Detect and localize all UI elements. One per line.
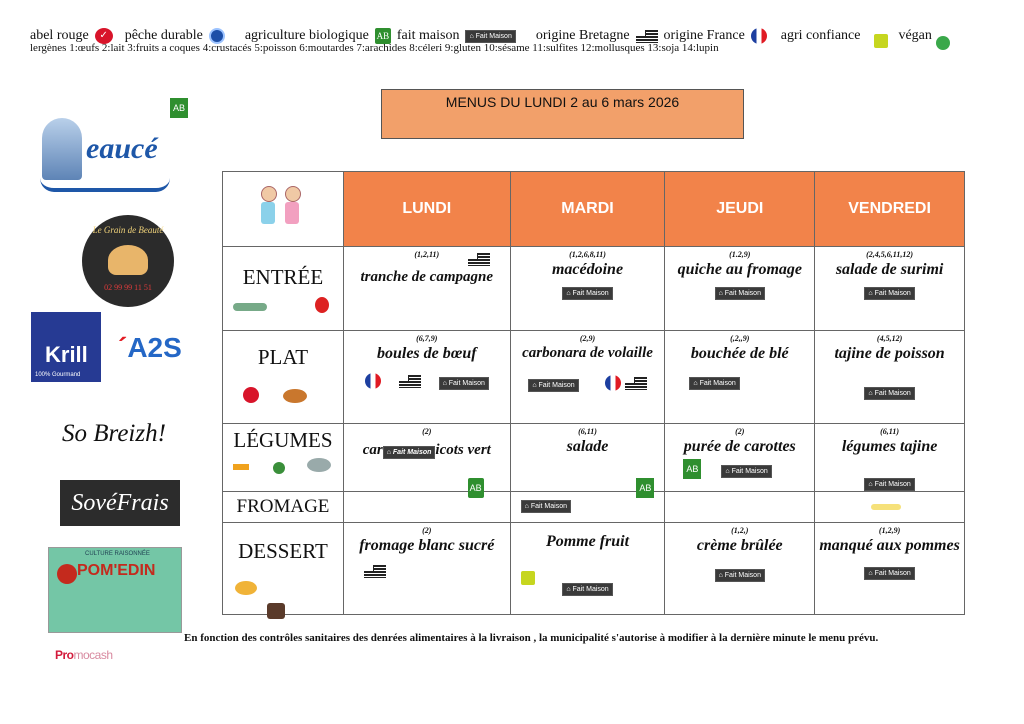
- krill-tagline: 100% Gourmand: [35, 372, 81, 378]
- cell-plat-lundi: [343, 331, 510, 424]
- allergens: (2): [422, 526, 432, 535]
- grain-logo-text: Le Grain de Beauté: [92, 225, 164, 235]
- fait-maison-icon: ⌂ Fait Maison: [864, 567, 914, 580]
- allergens: (1,2,9): [878, 526, 901, 535]
- grain-phone: 02 99 99 11 51: [104, 283, 152, 292]
- cell-dessert-jeudi: [665, 523, 815, 615]
- cell-plat-mardi: [510, 331, 665, 424]
- apple-icon: [57, 564, 77, 584]
- chicken-icon: [283, 389, 307, 403]
- kid-body-icon: [261, 202, 275, 224]
- row-plat: [223, 331, 965, 424]
- krill-logo: [31, 312, 101, 382]
- dish: bouchée de blé: [690, 345, 789, 362]
- kids-illustration-cell: [223, 172, 344, 247]
- bretagne-flag-icon: [636, 30, 658, 43]
- label-rouge-icon: [243, 387, 259, 403]
- a2s-wordmark: A2S: [127, 332, 182, 363]
- dish: boules de bœuf: [376, 345, 477, 362]
- disclaimer-notice: En fonction des contrôles sanitaires des denrées alimentaires à la livraison , la municipalité s'autorise à modifier à la dernière minute le menu prévu.: [184, 632, 879, 644]
- allergens: (,2,,9): [730, 334, 750, 343]
- legend-vegan: végan: [898, 28, 932, 43]
- france-flag-icon: [365, 373, 381, 389]
- fries-icon: [233, 464, 249, 470]
- kid-head-icon: [285, 186, 301, 202]
- kid-head-icon: [261, 186, 277, 202]
- pomedin-small: CULTURE RAISONNÉE: [85, 551, 150, 557]
- dish: manqué aux pommes: [819, 537, 960, 554]
- fait-maison-icon: ⌂ Fait Maison: [864, 287, 914, 300]
- row-entree: [223, 247, 965, 331]
- cell-plat-jeudi: [665, 331, 815, 424]
- ab-icon: AB: [683, 459, 701, 479]
- row-label-dessert: [223, 523, 344, 615]
- allergens: (1,2,6,8,11): [569, 250, 606, 259]
- dessert-icon: [235, 581, 257, 595]
- kid-body-icon: [285, 202, 299, 224]
- dish-part-a: car: [362, 442, 383, 458]
- a2s-logo: [118, 332, 182, 364]
- day-header-vendredi: VENDREDI: [815, 172, 965, 247]
- tower-icon: [42, 118, 82, 180]
- sovefrais-logo: SovéFrais: [60, 480, 180, 526]
- ab-icon: AB: [468, 478, 484, 498]
- day-header-lundi: LUNDI: [343, 172, 510, 247]
- row-label-entree: [223, 247, 344, 331]
- cell-entree-lundi: [343, 247, 510, 331]
- krill-wordmark: Krill: [45, 342, 88, 367]
- cell-entree-jeudi: [665, 247, 815, 331]
- bretagne-flag-icon: [364, 565, 386, 578]
- cell-fromage-jeudi: [665, 492, 815, 523]
- day-header-mardi: MARDI: [510, 172, 665, 247]
- dish: crème brûlée: [696, 537, 783, 554]
- ab-icon: AB: [636, 478, 654, 498]
- cell-dessert-mardi: [510, 523, 665, 615]
- cell-legumes-vendredi: [815, 424, 965, 492]
- allergens: (6,11): [578, 427, 597, 436]
- fait-maison-icon: ⌂ Fait Maison: [465, 30, 515, 43]
- fait-maison-icon: ⌂ Fait Maison: [689, 377, 739, 390]
- vegetables-icon: [307, 458, 331, 472]
- bretagne-flag-icon: [625, 377, 647, 390]
- row-dessert: [223, 523, 965, 615]
- dish: tajine de poisson: [834, 345, 945, 362]
- dish-part-b: icots vert: [435, 442, 491, 458]
- legend-fait-maison: fait maison: [396, 28, 460, 43]
- fait-maison-icon: ⌂ Fait Maison: [715, 569, 765, 582]
- cooks-icon: [108, 245, 148, 275]
- row-label-text: PLAT: [257, 345, 309, 369]
- cake-icon: [267, 603, 285, 619]
- fait-maison-icon: ⌂ Fait Maison: [528, 379, 578, 392]
- row-label-text: DESSERT: [238, 539, 328, 563]
- salad-icon: [233, 303, 267, 311]
- tomato-icon: [315, 297, 329, 313]
- dish: fromage blanc sucré: [359, 537, 495, 554]
- dish: tranche de campagne: [360, 269, 494, 285]
- promocash-b: mocash: [73, 648, 113, 662]
- allergens: (6,11): [880, 427, 900, 436]
- bretagne-flag-icon: [399, 375, 421, 388]
- cell-entree-mardi: [510, 247, 665, 331]
- pomedin-logo: [48, 547, 182, 633]
- cell-plat-vendredi: [815, 331, 965, 424]
- allergens: (2,4,5,6,11,12): [866, 250, 914, 259]
- so-breizh-logo: So Breizh!: [62, 420, 166, 447]
- legend-label-rouge: abel rouge: [30, 28, 89, 43]
- legend-agriculture-bio: agriculture biologique: [244, 28, 369, 43]
- cell-fromage-mardi: [510, 492, 665, 523]
- broccoli-icon: [273, 462, 285, 474]
- cell-entree-vendredi: [815, 247, 965, 331]
- dish: quiche au fromage: [677, 261, 803, 278]
- promocash-a: Pro: [55, 648, 74, 662]
- ab-icon: AB: [375, 28, 391, 44]
- menu-title: MENUS DU LUNDI 2 au 6 mars 2026: [381, 89, 744, 139]
- allergens: (1,2,): [731, 526, 749, 535]
- label-rouge-icon: ✓: [95, 28, 113, 44]
- allergens: (2): [735, 427, 745, 436]
- legend-origine-france: origine France: [663, 28, 745, 43]
- row-label-text: LÉGUMES: [233, 428, 333, 452]
- dish: Pomme fruit: [545, 533, 630, 550]
- beauce-logo: [30, 108, 175, 190]
- agri-confiance-icon: [874, 34, 888, 48]
- row-label-text: ENTRÉE: [242, 265, 324, 289]
- cell-fromage-vendredi: [815, 492, 965, 523]
- france-flag-icon: [605, 375, 621, 391]
- allergens: (4,5,12): [876, 334, 903, 343]
- dish: légumes tajine: [841, 438, 938, 455]
- dish: purée de carottes: [683, 438, 796, 455]
- fait-maison-icon: ⌂ Fait Maison: [864, 478, 914, 491]
- fait-maison-icon: ⌂ Fait Maison: [562, 287, 612, 300]
- cell-legumes-lundi: [343, 424, 510, 492]
- ab-logo: AB: [170, 98, 188, 118]
- cell-dessert-vendredi: [815, 523, 965, 615]
- legend-peche-durable: pêche durable: [124, 28, 203, 43]
- menu-table: [222, 171, 965, 615]
- cheese-icon: [871, 504, 901, 510]
- swoosh-icon: [40, 178, 170, 192]
- kids-icon: [247, 182, 315, 234]
- row-label-plat: [223, 331, 344, 424]
- pomedin-wordmark: POM'EDIN: [77, 562, 156, 579]
- fait-maison-icon: ⌂ Fait Maison: [715, 287, 765, 300]
- dish: salade: [566, 438, 609, 455]
- cell-legumes-jeudi: [665, 424, 815, 492]
- row-legumes: [223, 424, 965, 492]
- allergens: (2): [422, 427, 432, 436]
- row-label-legumes: [223, 424, 344, 492]
- fait-maison-icon: ⌂ Fait Maison: [721, 465, 771, 478]
- legend-origine-bretagne: origine Bretagne: [535, 28, 630, 43]
- dish: macédoine: [551, 261, 624, 278]
- allergen-list: lergènes 1:œufs 2:lait 3:fruits a coques 4:crustacés 5:poisson 6:moutardes 7:arachides 8:céleri 9:gluten 10:sésame 11:sulfites 12:mollusques 13:soja 14:lupin: [30, 42, 719, 54]
- fait-maison-icon: ⌂ Fait Maison: [562, 583, 612, 596]
- agri-confiance-icon: [521, 571, 535, 585]
- promocash-logo: [55, 648, 113, 662]
- row-label-fromage: FROMAGE: [223, 492, 344, 523]
- fait-maison-icon: ⌂ Fait Maison: [383, 446, 436, 459]
- allergens: (1.2,9): [729, 250, 751, 259]
- allergens: (2,9): [579, 334, 596, 343]
- vegan-icon: [936, 36, 950, 50]
- day-header-jeudi: JEUDI: [665, 172, 815, 247]
- header-row: [223, 172, 965, 247]
- fait-maison-icon: ⌂ Fait Maison: [521, 500, 571, 513]
- france-flag-icon: [751, 28, 767, 44]
- cell-legumes-mardi: [510, 424, 665, 492]
- bretagne-flag-icon: [468, 253, 490, 266]
- beauce-wordmark: eaucé: [86, 132, 158, 165]
- a2s-slash-icon: ´: [118, 332, 128, 363]
- fait-maison-icon: ⌂ Fait Maison: [439, 377, 489, 390]
- grain-de-beaute-logo: [82, 215, 174, 307]
- dish: salade de surimi: [835, 261, 944, 278]
- allergens: (6,7,9): [416, 334, 438, 343]
- cell-dessert-lundi: [343, 523, 510, 615]
- dish: carbonara de volaille: [522, 345, 653, 361]
- dish: [344, 440, 510, 461]
- allergens: (1,2,11): [414, 250, 440, 259]
- row-fromage: [223, 492, 965, 523]
- fait-maison-icon: ⌂ Fait Maison: [864, 387, 914, 400]
- cell-fromage-lundi: [343, 492, 510, 523]
- legend-agri-confiance: agri confiance: [780, 28, 861, 43]
